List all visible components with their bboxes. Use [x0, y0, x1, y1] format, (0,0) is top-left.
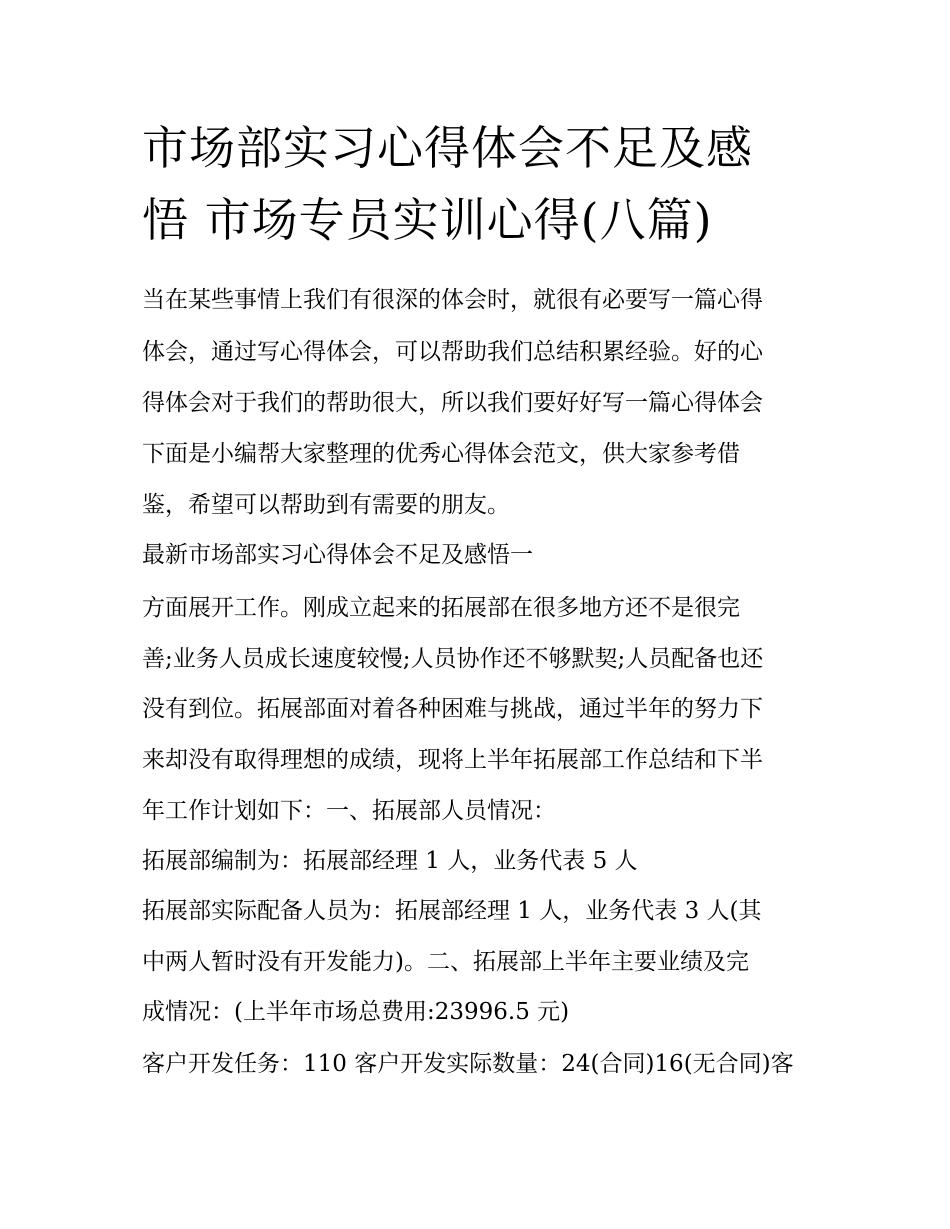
body-line: 得体会对于我们的帮助很大，所以我们要好好写一篇心得体会 — [142, 390, 763, 416]
body-line: 年工作计划如下：一、拓展部人员情况： — [142, 798, 556, 824]
body-line: 拓展部实际配备人员为：拓展部经理 1 人，业务代表 3 人(其 — [142, 898, 762, 924]
title-line: 悟 市场专员实训心得(八篇) — [142, 193, 713, 247]
body-line: 没有到位。拓展部面对着各种困难与挑战，通过半年的努力下 — [142, 696, 763, 722]
body-line: 成情况：(上半年市场总费用:23996.5 元) — [142, 999, 570, 1025]
body-line: 中两人暂时没有开发能力)。二、拓展部上半年主要业绩及完 — [142, 949, 749, 975]
section-heading: 最新市场部实习心得体会不足及感悟一 — [142, 542, 533, 568]
body-line: 来却没有取得理想的成绩，现将上半年拓展部工作总结和下半 — [142, 747, 763, 773]
body-line: 当在某些事情上我们有很深的体会时，就很有必要写一篇心得 — [142, 287, 763, 313]
body-line: 鉴，希望可以帮助到有需要的朋友。 — [142, 492, 510, 518]
body-line: 下面是小编帮大家整理的优秀心得体会范文，供大家参考借 — [142, 441, 740, 467]
body-line: 善;业务人员成长速度较慢;人员协作还不够默契;人员配备也还 — [142, 646, 764, 672]
body-line: 方面展开工作。刚成立起来的拓展部在很多地方还不是很完 — [142, 595, 740, 621]
title-line: 市场部实习心得体会不足及感 — [142, 121, 753, 175]
document-title — [142, 112, 822, 256]
body-line: 体会，通过写心得体会，可以帮助我们总结积累经验。好的心 — [142, 339, 763, 365]
body-line: 客户开发任务：110 客户开发实际数量：24(合同)16(无合同)客 — [142, 1051, 794, 1077]
body-line: 拓展部编制为：拓展部经理 1 人，业务代表 5 人 — [142, 848, 638, 874]
